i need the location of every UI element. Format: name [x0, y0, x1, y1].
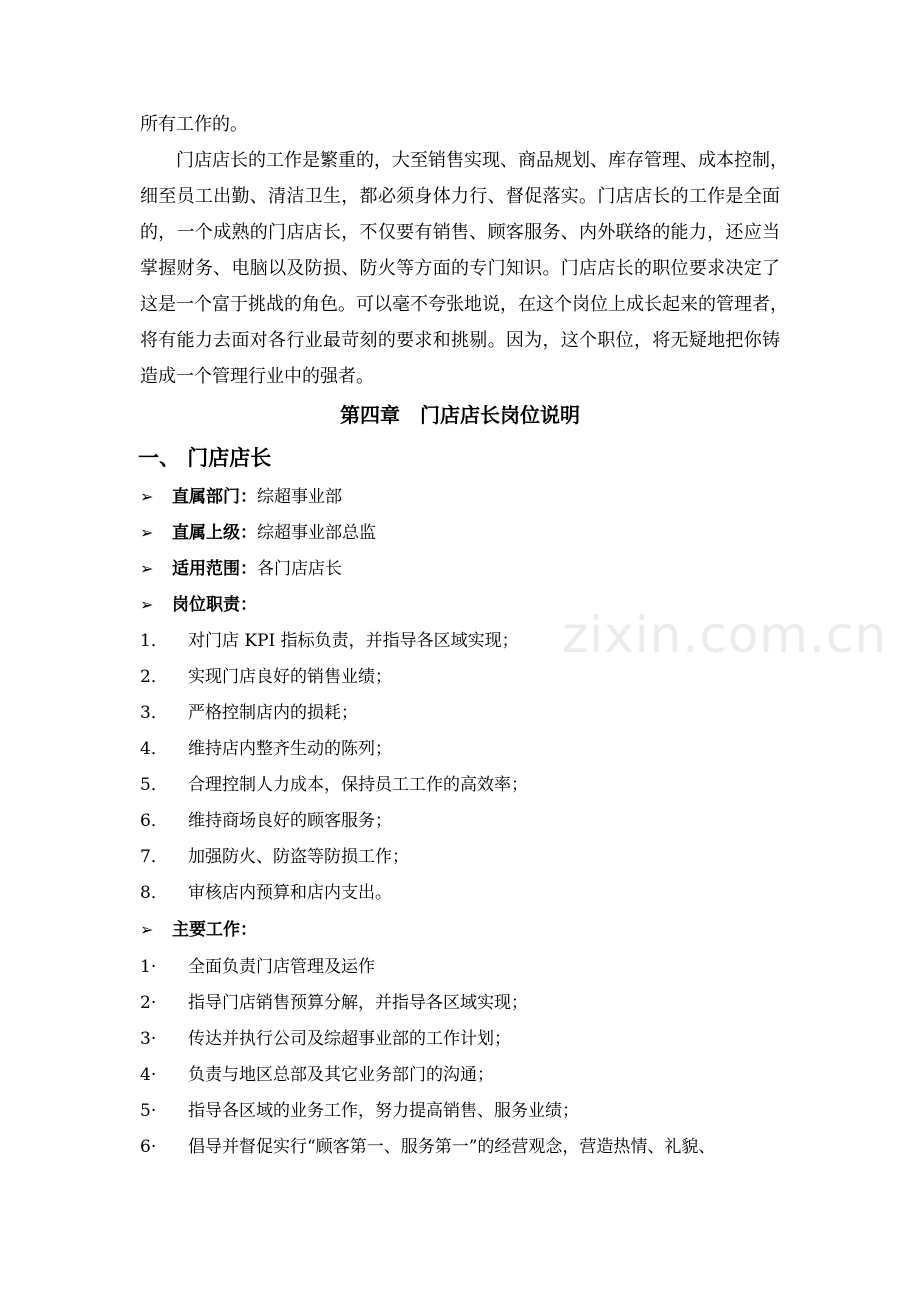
work-item [140, 1136, 715, 1158]
duty-item [140, 882, 392, 904]
duty-item [140, 666, 392, 688]
bullet-label: 岗位职责： [172, 595, 257, 615]
duty-text: 加强防火、防盗等防损工作； [188, 847, 409, 867]
duty-item [140, 738, 392, 760]
bullet-value: 各门店店长 [257, 559, 342, 579]
bullet-item [140, 594, 257, 616]
work-text: 全面负责门店管理及运作 [188, 957, 375, 977]
paragraph-line: 造成一个管理行业中的强者。 [140, 366, 374, 387]
bullet-value: 综超事业部总监 [257, 523, 376, 543]
arrow-bullet-icon: ➢ [140, 523, 154, 542]
bullet-label: 直属部门： [172, 487, 257, 507]
duty-text: 严格控制店内的损耗； [188, 703, 358, 723]
arrow-bullet-icon: ➢ [140, 920, 154, 939]
duty-item [140, 630, 519, 652]
watermark: zixin.com.cn [562, 606, 888, 664]
duty-text: 维持商场良好的顾客服务； [188, 811, 392, 831]
work-number: 2· [140, 993, 157, 1013]
duty-text: 实现门店良好的销售业绩； [188, 667, 392, 687]
work-item [140, 956, 375, 978]
duty-number: 2． [140, 667, 168, 687]
bullet-label: 主要工作： [172, 920, 257, 940]
work-number: 3· [140, 1029, 157, 1049]
work-number: 6· [140, 1137, 157, 1157]
paragraph-line: 细至员工出勤、清洁卫生，都必须身体力行、督促落实。门店店长的工作是全面 [140, 186, 780, 207]
section-title: 一、 门店店长 [138, 446, 272, 470]
duty-item [140, 702, 358, 724]
duty-number: 6． [140, 811, 168, 831]
duty-number: 3． [140, 703, 168, 723]
bullet-label: 适用范围： [172, 559, 257, 579]
work-item [140, 1100, 579, 1122]
duty-number: 1． [140, 631, 168, 651]
work-item [140, 1028, 511, 1050]
duty-text: 合理控制人力成本，保持员工工作的高效率； [188, 775, 528, 795]
bullet-item [140, 486, 342, 508]
bullet-item [140, 522, 376, 544]
work-text: 倡导并督促实行“顾客第一、服务第一”的经营观念，营造热情、礼貌、 [188, 1137, 716, 1157]
paragraph-line: 这是一个富于挑战的角色。可以毫不夸张地说，在这个岗位上成长起来的管理者， [140, 294, 788, 315]
work-number: 5· [140, 1101, 157, 1121]
duty-item [140, 810, 392, 832]
arrow-bullet-icon: ➢ [140, 487, 154, 506]
bullet-item [140, 558, 342, 580]
work-item [140, 1064, 494, 1086]
arrow-bullet-icon: ➢ [140, 595, 154, 614]
paragraph-line: 的，一个成熟的门店店长，不仅要有销售、顾客服务、内外联络的能力，还应当 [140, 222, 780, 243]
paragraph-line: 所有工作的。 [140, 114, 248, 135]
paragraph-line: 将有能力去面对各行业最苛刻的要求和挑剔。因为，这个职位，将无疑地把你铸 [140, 330, 780, 351]
paragraph-line: 门店店长的工作是繁重的，大至销售实现、商品规划、库存管理、成本控制， [176, 150, 788, 171]
bullet-label: 直属上级： [172, 523, 257, 543]
duty-number: 4． [140, 739, 168, 759]
duty-item [140, 774, 528, 796]
duty-text: 审核店内预算和店内支出。 [188, 883, 392, 903]
bullet-value: 综超事业部 [257, 487, 342, 507]
work-number: 4· [140, 1065, 157, 1085]
work-item [140, 992, 528, 1014]
work-text: 负责与地区总部及其它业务部门的沟通； [188, 1065, 494, 1085]
duty-number: 8． [140, 883, 168, 903]
duty-item [140, 846, 409, 868]
work-number: 1· [140, 957, 157, 977]
work-text: 指导各区域的业务工作，努力提高销售、服务业绩； [188, 1101, 579, 1121]
duty-text: 维持店内整齐生动的陈列； [188, 739, 392, 759]
bullet-item [140, 919, 257, 941]
duty-text: 对门店 KPI 指标负责，并指导各区域实现； [188, 631, 519, 651]
chapter-title: 第四章 门店店长岗位说明 [340, 403, 580, 427]
work-text: 传达并执行公司及综超事业部的工作计划； [188, 1029, 511, 1049]
arrow-bullet-icon: ➢ [140, 559, 154, 578]
paragraph-line: 掌握财务、电脑以及防损、防火等方面的专门知识。门店店长的职位要求决定了 [140, 258, 780, 279]
work-text: 指导门店销售预算分解，并指导各区域实现； [188, 993, 528, 1013]
duty-number: 7． [140, 847, 168, 867]
duty-number: 5． [140, 775, 168, 795]
